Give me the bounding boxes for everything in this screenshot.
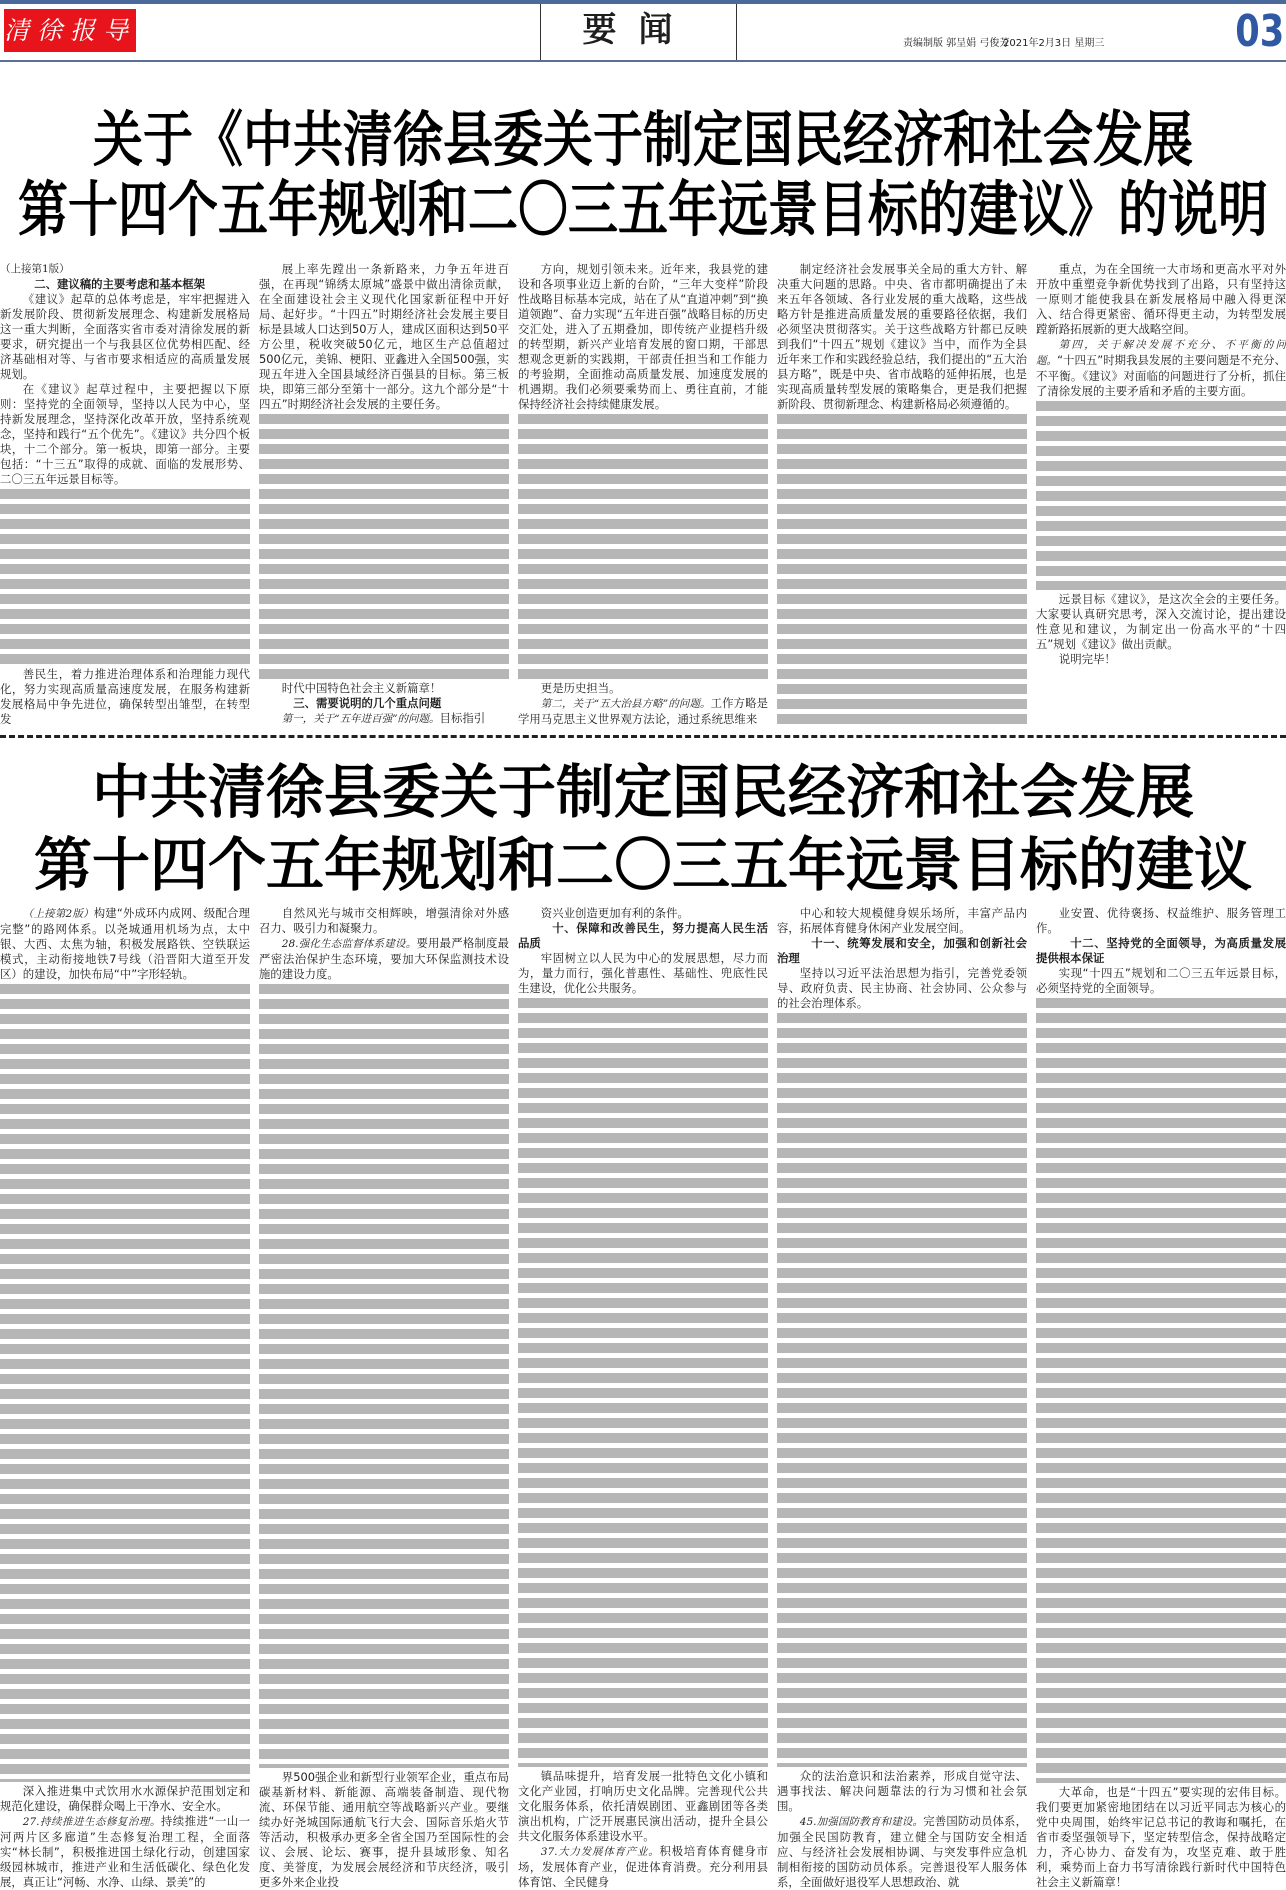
paragraph-text: 时代中国特色社会主义新篇章！ (281, 681, 442, 695)
section-heading (0, 277, 250, 292)
paragraph (1036, 1785, 1286, 1890)
paragraph (259, 1770, 509, 1890)
paragraph (1036, 262, 1286, 337)
paragraph-text: 更是历史担当。 (540, 681, 621, 695)
paragraph (777, 262, 1027, 412)
text-column (1036, 262, 1286, 727)
paragraph (0, 1784, 250, 1814)
editors: 责编制版 郭呈娟 弓俊芳 (903, 38, 1010, 49)
paragraph-text: 目标指引 (439, 711, 486, 725)
continuation-note (0, 262, 250, 277)
paragraph-text: 重点，为在全国统一大市场和更高水平对外开放中重塑竞争新优势找到了出路，只有坚持这一原则才能使我县在新发展格局中融入得更深入、结合得更紧密、循环得更主动，为转型发展蹚新路拓展新的更大战略空间。 (1036, 262, 1286, 336)
paragraph-text: 镇品味提升，培育发展一批特色文化小镇和文化产业园，打响历史文化品牌。完善现代公共文化服务体系，依托清娱剧团、亚鑫剧团等各类演出机构，广泛开展惠民演出活动，提升全县公共文化服务体系建设水平。 (518, 1769, 768, 1843)
section-divider (0, 735, 1286, 738)
paragraph-text: 完善国防动员体系，加强全民国防教育，建立健全与国防安全相适应、与经济社会发展相协调、与突发事件应急机制相衔接的国防动员体系。完善退役军人服务体系，全面做好退役军人思想政治、就 (777, 1814, 1027, 1889)
paragraph (518, 1769, 768, 1844)
paragraph-text: 中心和较大规模健身娱乐场所，丰富产品内容，拓展体育健身休闲产业发展空间。 (777, 906, 1027, 935)
paragraph-text: 在《建议》起草过程中，主要把握以下原则：坚持党的全面领导，坚持以人民为中心，坚持新发展理念，坚持深化改革开放，坚持系统观念，坚持和践行“五个优先”。《建议》共分四个板块，十二个部分。第一板块，即第一部分。主要包括：“十三五”取得的成就、面临的发展形势、二〇三五年远景目标等。 (0, 382, 250, 486)
paragraph-text: 远景目标《建议》，是这次全会的主要任务。大家要认真研究思考，深入交流讨论，提出建设性意见和建议，为制定出一份高水平的“十四五”规划《建议》做出贡献。 (1036, 592, 1286, 651)
paragraph-text: 实现“十四五”规划和二〇三五年远景目标，必须坚持党的全面领导。 (1036, 966, 1286, 995)
paragraph (259, 711, 509, 727)
article1-title-line1: 关于《中共清徐县委关于制定国民经济和社会发展 (93, 105, 1193, 175)
paragraph-lead: 第四，关于解决发展不充分、不平衡的问题。 (1036, 339, 1286, 367)
paragraph (0, 292, 250, 382)
body-text-block (1036, 998, 1286, 1783)
article2-title-line2: 第十四个五年规划和二〇三五年远景目标的建议 (33, 831, 1252, 899)
paragraph (0, 667, 250, 727)
paragraph-text: 要用最严格制度最严密法治保护生态环境，要加大环保监测技术设施的建设力度。 (259, 936, 509, 981)
paragraph-lead: 45.加强国防教育和建设。 (799, 1816, 924, 1828)
paragraph (1036, 592, 1286, 652)
paragraph (518, 1844, 768, 1890)
paragraph (518, 906, 768, 921)
page-number: 03 (1235, 6, 1284, 57)
paragraph-text: 大革命，也是“十四五”要实现的宏伟目标。我们要更加紧密地团结在以习近平同志为核心的党中央周围，始终牢记总书记的教诲和嘱托，在省市委坚强领导下，坚定转型信念，保持战略定力，齐心协力、奋发有为，攻坚克难、敢于胜利，乘势而上奋力书写清徐践行新时代中国特色社会主义新篇章！ (1036, 1785, 1286, 1889)
paragraph-lead: 第二，关于“五大治县方略”的问题。 (540, 698, 711, 710)
paragraph-text: 构建“外成环内成网、级配合理完整”的路网体系。以尧城通用机场为点，太中银、大西、太焦为轴，积极发展路铁、空铁联运模式，主动衔接地铁7号线（沿晋阳大道至开发区）的建设，加快布局“中”字形轻轨。 (0, 906, 250, 981)
body-text-block (1036, 401, 1286, 590)
paragraph (259, 936, 509, 982)
body-text-block (518, 414, 768, 679)
newspaper-logo: 清徐报导 (4, 9, 136, 52)
paragraph-text: 坚持以习近平法治思想为指引，完善党委领导、政府负责、民主协商、社会协同、公众参与的社会治理体系。 (777, 966, 1027, 1010)
text-column (777, 906, 1027, 1890)
text-column (1036, 906, 1286, 1890)
section-heading (1036, 936, 1286, 966)
paragraph-text: 十一、统筹发展和安全，加强和创新社会治理 (777, 936, 1027, 965)
paragraph (1036, 652, 1286, 667)
paragraph-lead: 第一，关于“五年进百强”的问题。 (281, 713, 440, 725)
paragraph (518, 681, 768, 696)
column-end-space (1036, 667, 1286, 727)
paragraph (259, 262, 509, 412)
body-text-block (518, 998, 768, 1767)
paragraph (0, 382, 250, 487)
paragraph-text: 展上率先蹚出一条新路来，力争五年进百强，在再现“锦绣太原城”盛景中做出清徐贡献，在全面建设社会主义现代化国家新征程中开好局、起好步。“十四五”时期经济社会发展主要目标是县域人口达到50万人，建成区面积达到50平方公里，税收突破50亿元，地区生产总值超过500亿元，美锦、梗阳、亚鑫进入全国500强，实现五年进入全国县域经济百强县的目标。第三板块，即第三部分至第十一部分。这九个部分是“十四五”时期经济社会发展的主要任务。 (259, 262, 509, 411)
masthead (0, 4, 1286, 62)
section-name: 要闻 (582, 10, 695, 50)
paragraph-text: 牢固树立以人民为中心的发展思想，尽力而为，量力而行，强化普惠性、基础性、兜底性民生建设，优化公共服务。 (518, 951, 768, 995)
body-text-block (259, 984, 509, 1768)
paragraph (777, 906, 1027, 936)
paragraph (1036, 966, 1286, 996)
paragraph-lead: （上接第2版） (22, 908, 94, 920)
text-column (777, 262, 1027, 727)
paragraph-text: 业安置、优待褒扬、权益维护、服务管理工作。 (1036, 906, 1286, 935)
section-heading (259, 696, 509, 711)
text-column (259, 906, 509, 1890)
paragraph (0, 1814, 250, 1890)
body-text-block (259, 414, 509, 679)
paragraph (259, 906, 509, 936)
paragraph-text: 《建议》起草的总体考虑是，牢牢把握进入新发展阶段、贯彻新发展理念、构建新发展格局这一重大判断，全面落实省市委对清徐发展的新要求，研究提出一个与我县区位优势相匹配、经济基础相对等、与省市要求相适应的高质量发展规划。 (0, 292, 250, 381)
paragraph-text: 自然风光与城市交相辉映，增强清徐对外感召力、吸引力和凝聚力。 (259, 906, 509, 935)
paragraph (259, 681, 509, 696)
paragraph-text: 善民生，着力推进治理体系和治理能力现代化，努力实现高质量高速度发展，在服务构建新发展格局中争先进位，确保转型出雏型，在转型发 (0, 667, 250, 726)
section-heading (518, 921, 768, 951)
text-column (518, 906, 768, 1890)
paragraph-text: 积极培育体育健身市场，发展体育产业，促进体育消费。充分利用县体育馆、全民健身 (518, 1844, 768, 1889)
section-heading (777, 936, 1027, 966)
paragraph-text: 说明完毕！ (1058, 652, 1116, 666)
body-text-block (777, 414, 1027, 725)
paragraph (518, 951, 768, 996)
body-text-block (777, 1013, 1027, 1767)
paragraph-text: 众的法治意识和法治素养，形成自觉守法、遇事找法、解决问题靠法的行为习惯和社会氛围。 (777, 1769, 1027, 1813)
paragraph-lead: 27.持续推进生态修复治理。 (22, 1816, 161, 1828)
paragraph-text: 十、保障和改善民生，努力提高人民生活品质 (518, 921, 768, 950)
paragraph-text: 三、需要说明的几个重点问题 (293, 696, 442, 710)
paragraph (1036, 906, 1286, 936)
text-column (0, 262, 250, 727)
article2-title-line1: 中共清徐县委关于制定国民经济和社会发展 (91, 758, 1194, 826)
paragraph-lead: 28.强化生态监督体系建设。 (281, 938, 417, 950)
paragraph (777, 1814, 1027, 1890)
paragraph (0, 906, 250, 982)
article1-body (0, 262, 1286, 727)
article1-title-line2: 第十四个五年规划和二〇三五年远景目标的建议》的说明 (18, 175, 1268, 245)
paragraph-text: 持续推进“一山一河两片区多廊道”生态修复治理工程，全面落实“林长制”，积极推进国土绿化行动，创建国家级园林城市，推进产业和生活低碳化、绿色化发展，真正让“河畅、水净、山绿、景美”的 (0, 1814, 250, 1889)
paragraph-text: 界500强企业和新型行业领军企业，重点布局碳基新材料、新能源、高端装备制造、现代物流、环保节能、通用航空等战略新兴产业。要继续办好尧城国际通航飞行大会、国际音乐焰火节等活动，积极承办更多全省全国乃至国际性的会议、会展、论坛、赛事，提升县域形象、知名度、美誉度，为发展会展经济和节庆经济，吸引更多外来企业投 (259, 1770, 509, 1889)
paragraph (518, 262, 768, 412)
text-column (0, 906, 250, 1890)
paragraph-text: 方向，规划引领未来。近年来，我县党的建设和各项事业迈上新的台阶，“三年大变样”阶段性战略目标基本完成，站在了从“直道冲刺”到“换道领跑”、奋力实现“五年进百强”战略目标的历史交汇处，进入了五期叠加，即传统产业提档升级的转型期，新兴产业培育发展的窗口期，干部思想观念更新的实践期，干部责任担当和工作能力的考验期，全面推动高质量发展、加速度发展的机遇期。我们必须要乘势而上、勇往直前，才能保持经济社会持续健康发展。 (518, 262, 768, 411)
paragraph (777, 1769, 1027, 1814)
body-text-block (0, 489, 250, 665)
paragraph (518, 696, 768, 727)
paragraph-text: （上接第1版） (0, 263, 70, 275)
paragraph-text: 二、建议稿的主要考虑和基本框架 (34, 277, 206, 291)
paragraph-lead: 37.大力发展体育产业。 (540, 1846, 660, 1858)
paragraph-text: 资兴业创造更加有利的条件。 (540, 906, 689, 920)
paragraph-text: “十四五”时期我县发展的主要问题是不充分、不平衡。《建议》对面临的问题进行了分析，抓住了清徐发展的主要矛盾和矛盾的主要方面。 (1036, 353, 1286, 398)
paragraph (1036, 337, 1286, 399)
text-column (259, 262, 509, 727)
paragraph (777, 966, 1027, 1011)
paragraph-text: 深入推进集中式饮用水水源保护范围划定和规范化建设，确保群众喝上干净水、安全水。 (0, 1784, 250, 1813)
divider (736, 4, 737, 60)
body-text-block (0, 984, 250, 1782)
paragraph-text: 十二、坚持党的全面领导，为高质量发展提供根本保证 (1036, 936, 1286, 965)
issue-date: 2021年2月3日 星期三 (1003, 38, 1105, 49)
paragraph-text: 制定经济社会发展事关全局的重大方针、解决重大问题的思路。中央、省市都明确提出了未来五年各领域、各行业发展的重大战略，这些战略方针是推进高质量发展的重要路径依据，我们必须坚决贯彻落实。关于这些战略方针都已反映到我们“十四五”规划《建议》当中，而作为全县近年来工作和实践经验总结，我们提出的“五大治县方略”，既是中央、省市战略的延伸拓展，也是实现高质量转型发展的策略集合，更是我们把握新阶段、贯彻新理念、构建新格局必须遵循的。 (777, 262, 1027, 411)
text-column (518, 262, 768, 727)
article2-body (0, 906, 1286, 1890)
paragraph-text: 工作方略是学用马克思主义世界观方法论，通过系统思维来 (518, 696, 768, 726)
